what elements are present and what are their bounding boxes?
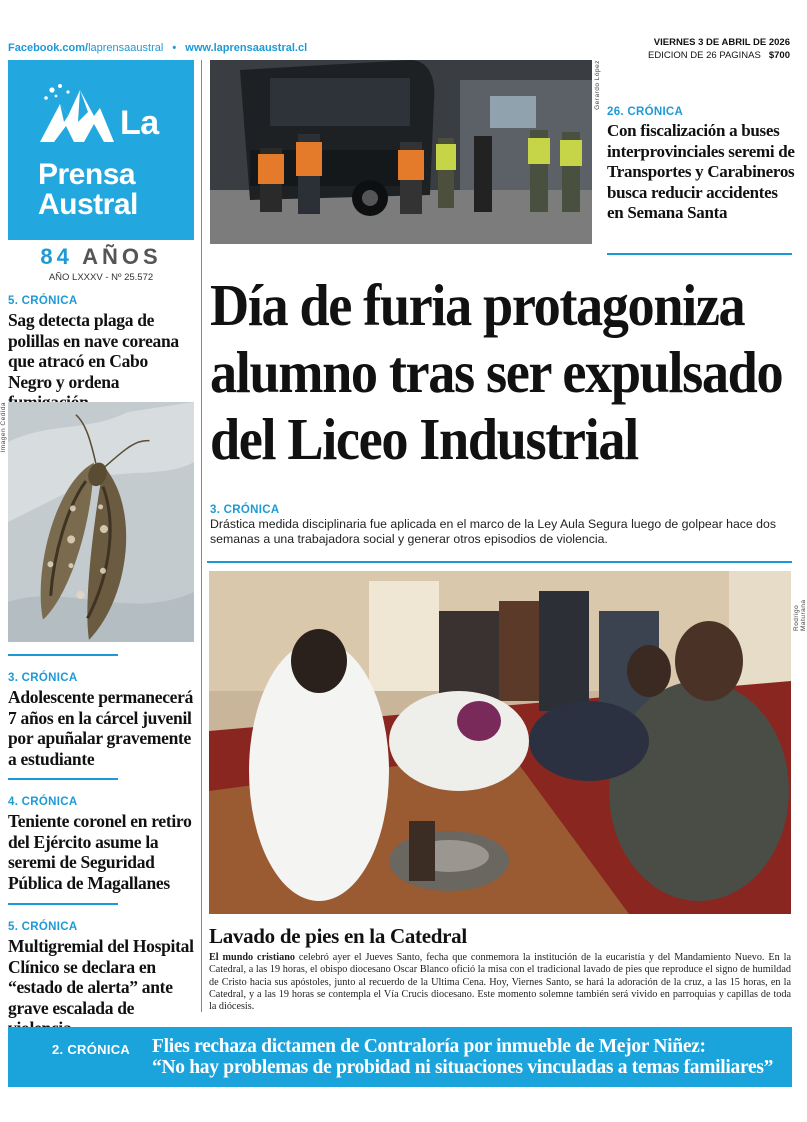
left-story-adolescente[interactable] <box>8 672 194 769</box>
photo-credit: Gerardo López <box>594 60 601 110</box>
story-kicker: 5. CRÓNICA <box>8 295 78 307</box>
mountain-logo-icon <box>38 82 116 144</box>
divider <box>8 903 118 905</box>
photo-story-text: celebró ayer el Jueves Santo, fecha que conmemora la institución de la eucaristía y del Mandamiento Nuevo. En la Catedral, a las 19 horas, el obispo diocesano Oscar Blanco ofició la misa con el tradicional lavado de pies que reproduce el signo de humildad de Cristo hacia sus apóstoles, junto al recuerdo de la Ultima Cena. Hoy, Viernes Santo, se hará la adoración de la cruz, a las 15 horas, en la Catedral, y a las 19 horas se contempla el Vía Crucis diocesano. Este momento solemne también será vivido en parroquias y capillas de toda la diócesis. <box>209 952 791 1013</box>
facebook-handle[interactable]: laprensaaustral <box>88 42 164 54</box>
dateline <box>530 36 790 62</box>
moth-image <box>8 402 194 642</box>
photo-story-lead: El mundo cristiano <box>209 952 295 963</box>
banner-headline[interactable] <box>152 1036 782 1078</box>
banner-headline-line2: “No hay problemas de probidad ni situaciones vinculadas a temas familiares” <box>152 1057 774 1078</box>
divider <box>607 253 792 255</box>
photo-story-title[interactable]: Lavado de pies en la Catedral <box>209 924 467 948</box>
years-number: 84 <box>40 244 73 269</box>
social-links <box>8 42 307 54</box>
moth-photo-credit-wrap <box>0 402 7 462</box>
moth-photo[interactable] <box>8 402 194 642</box>
left-story-plaga[interactable] <box>8 295 194 413</box>
bus-image <box>210 60 592 244</box>
facebook-prefix: Facebook.com/ <box>8 42 89 54</box>
bottom-banner[interactable] <box>8 1027 792 1087</box>
masthead-name-line3: Austral <box>38 188 138 221</box>
banner-kicker: 2. CRÓNICA <box>52 1042 131 1057</box>
story-headline[interactable]: Sag detecta plaga de polillas en nave coreana que atracó en Cabo Negro y ordena <box>8 310 179 392</box>
main-story-kicker: 3. CRÓNICA <box>210 504 280 516</box>
masthead-logo[interactable] <box>8 60 194 240</box>
story-headline[interactable]: Con fiscalización a buses interprovinciales seremi de Transportes y Carabineros busca reducir accidentes en Semana Santa <box>607 121 795 222</box>
story-kicker: 26. CRÓNICA <box>607 106 684 118</box>
main-headline[interactable] <box>210 272 799 473</box>
story-headline[interactable]: Multigremial del Hospital Clínico se declara en “estado de alerta” ante grave escalada de <box>8 936 194 1018</box>
story-headline[interactable]: Adolescente permanecerá 7 años en la cárcel juvenil por apuñalar gravemente a estudiante <box>8 687 194 769</box>
masthead-name <box>38 104 188 221</box>
church-photo-credit-wrap <box>793 571 807 631</box>
story-kicker: 4. CRÓNICA <box>8 796 78 808</box>
main-story-deck: Drástica medida disciplinaria fue aplicada en el marco de la Ley Aula Segura luego de golpear hace dos semanas a una trabajadora social y generar otros episodios de violencia. <box>210 517 777 546</box>
price: $700 <box>768 50 790 61</box>
church-photo[interactable] <box>209 571 791 914</box>
anniversary-label <box>8 244 194 270</box>
bus-photo-credit-wrap <box>594 60 601 120</box>
main-headline-line3: del Liceo Industrial <box>210 406 638 472</box>
issue-date: VIERNES 3 DE ABRIL DE 2026 <box>653 37 790 48</box>
banner-headline-line1: Flies rechaza dictamen de Contraloría por inmueble de Mejor Niñez: <box>152 1036 706 1057</box>
website-link[interactable]: www.laprensaaustral.cl <box>185 42 308 54</box>
story-kicker: 5. CRÓNICA <box>8 921 78 933</box>
top-story-buses[interactable] <box>607 106 795 224</box>
photo-credit: Imagen Cedida <box>0 402 7 453</box>
separator: • <box>172 42 177 54</box>
main-headline-line2: alumno tras ser expulsado <box>210 339 783 405</box>
edition-info: EDICION DE 26 PAGINAS <box>648 50 761 61</box>
divider <box>8 778 118 780</box>
divider <box>207 561 792 563</box>
left-story-teniente[interactable] <box>8 796 194 893</box>
issue-number: AÑO LXXXV - Nº 25.572 <box>48 272 154 283</box>
main-headline-line1: Día de furia protagoniza <box>210 272 745 338</box>
photo-credit: Rodrigo Maturana <box>793 599 807 631</box>
photo-story-body <box>209 952 791 1013</box>
years-word: AÑOS <box>82 244 162 269</box>
foot-washing-image <box>209 571 791 914</box>
left-story-multigremial[interactable] <box>8 921 194 1039</box>
story-kicker: 3. CRÓNICA <box>8 672 78 684</box>
divider <box>8 654 118 656</box>
masthead-name-line1: La <box>120 104 159 142</box>
bus-photo[interactable] <box>210 60 592 244</box>
story-headline[interactable]: Teniente coronel en retiro del Ejército asume la seremi de Seguridad Pública de Magallanes <box>8 811 192 893</box>
masthead-name-line2: Prensa <box>38 158 136 191</box>
column-divider <box>201 60 202 1012</box>
